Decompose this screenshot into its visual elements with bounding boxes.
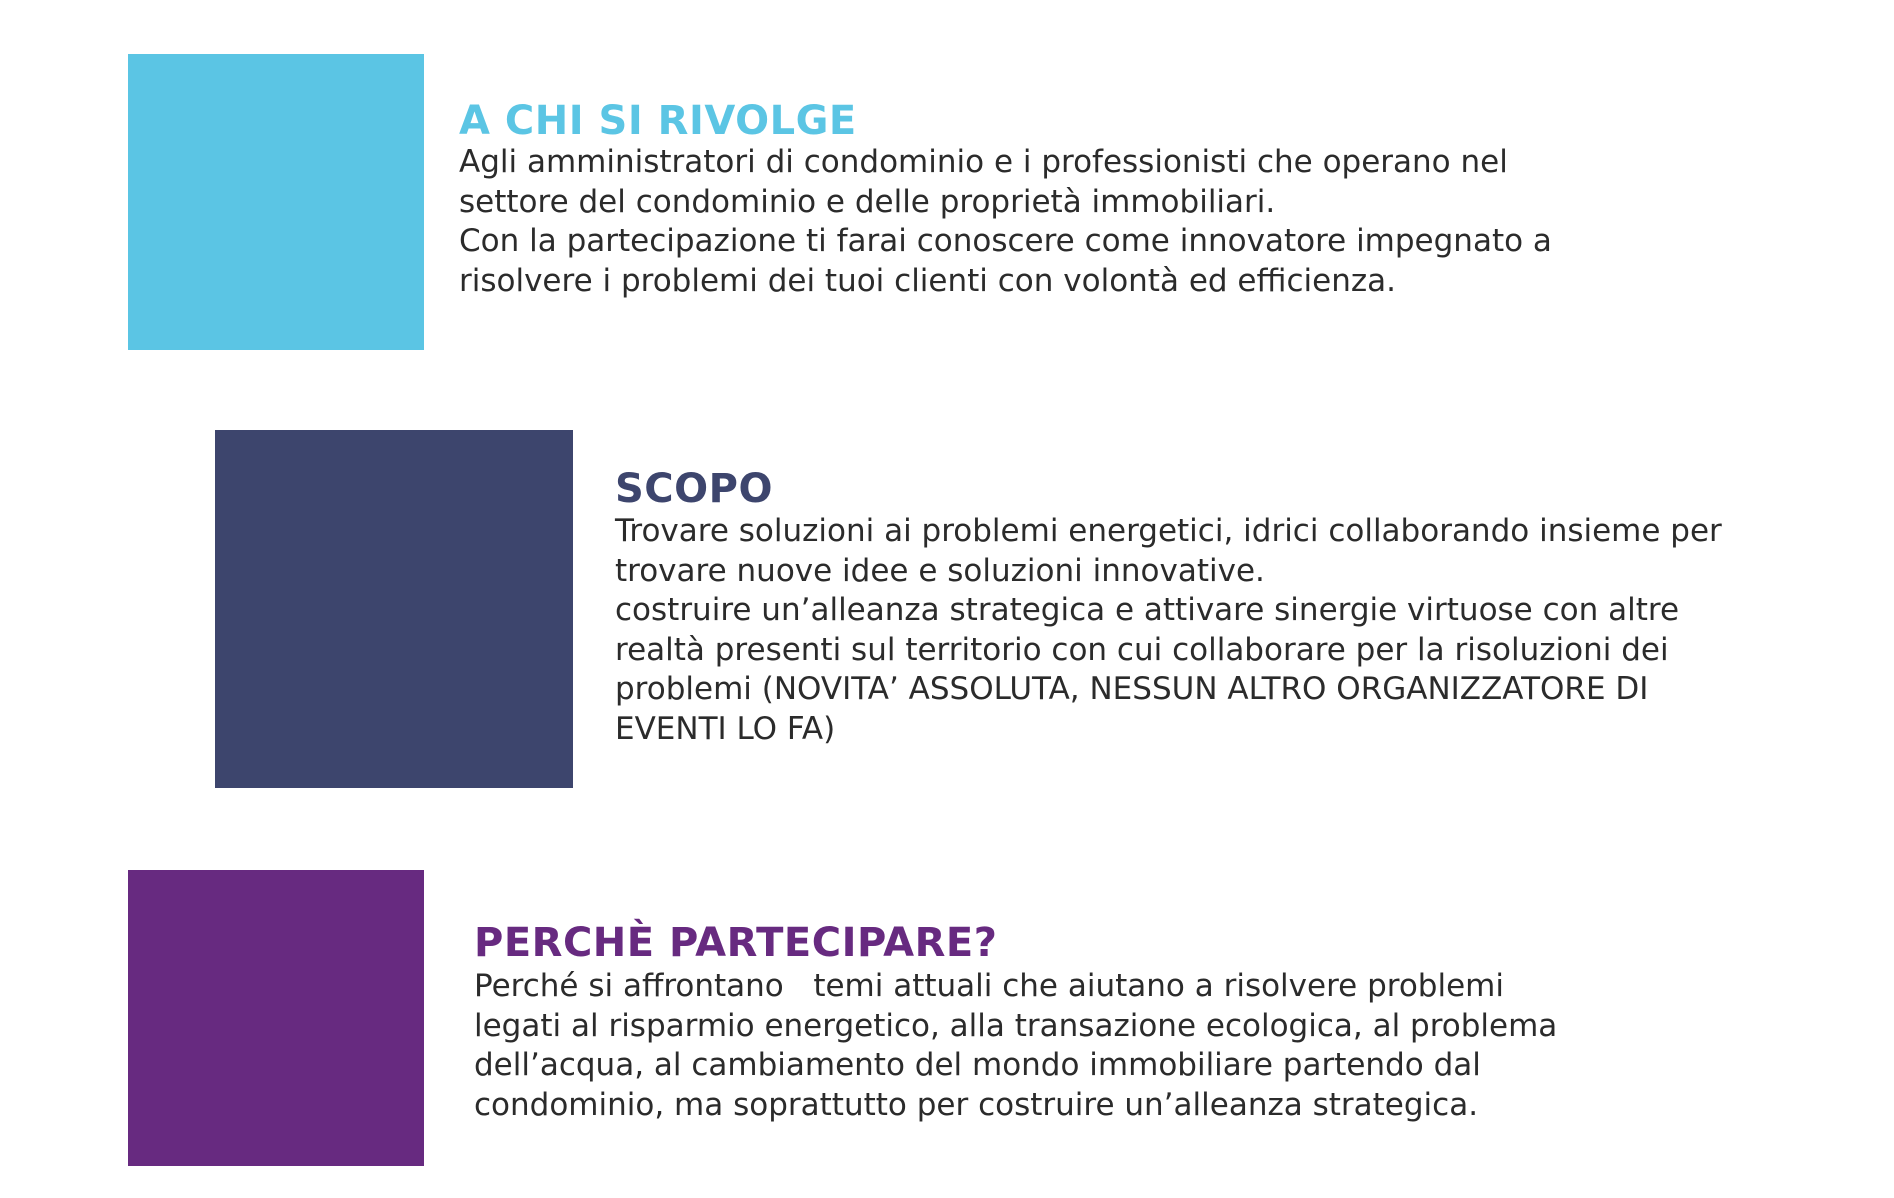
section-text-scopo (615, 512, 1722, 749)
section-text-perche-partecipare (474, 967, 1557, 1125)
text-line: Trovare soluzioni ai problemi energetici, idrici collaborando insieme per (615, 513, 1722, 549)
section-text-a-chi-si-rivolge (459, 143, 1552, 301)
section-heading-a-chi-si-rivolge: A CHI SI RIVOLGE (459, 98, 857, 144)
text-line: Agli amministratori di condominio e i professionisti che operano nel (459, 144, 1508, 180)
text-line: dell’acqua, al cambiamento del mondo immobiliare partendo dal (474, 1047, 1481, 1083)
purple-square (128, 870, 424, 1166)
navy-square (215, 430, 573, 788)
text-line: Perché si affrontano temi attuali che aiutano a risolvere problemi (474, 968, 1504, 1004)
text-line: risolvere i problemi dei tuoi clienti con volontà ed efficienza. (459, 262, 1396, 299)
text-line: Con la partecipazione ti farai conoscere come innovatore impegnato a (459, 223, 1552, 259)
cyan-square (128, 54, 424, 350)
text-line: settore del condominio e delle proprietà immobiliari. (459, 183, 1276, 220)
text-line: costruire un’alleanza strategica e attivare sinergie virtuose con altre (615, 592, 1680, 628)
section-heading-scopo: SCOPO (615, 466, 773, 512)
text-line: EVENTI LO FA) (615, 710, 836, 747)
text-line: condominio, ma soprattutto per costruire un’alleanza strategica. (474, 1086, 1479, 1123)
text-line: problemi (NOVITA’ ASSOLUTA, NESSUN ALTRO ORGANIZZATORE DI (615, 671, 1649, 707)
text-line: trovare nuove idee e soluzioni innovative. (615, 552, 1265, 589)
text-line: realtà presenti sul territorio con cui collaborare per la risoluzioni dei (615, 631, 1669, 668)
text-line: legati al risparmio energetico, alla transazione ecologica, al problema (474, 1007, 1558, 1044)
section-heading-perche-partecipare: PERCHÈ PARTECIPARE? (474, 920, 998, 966)
